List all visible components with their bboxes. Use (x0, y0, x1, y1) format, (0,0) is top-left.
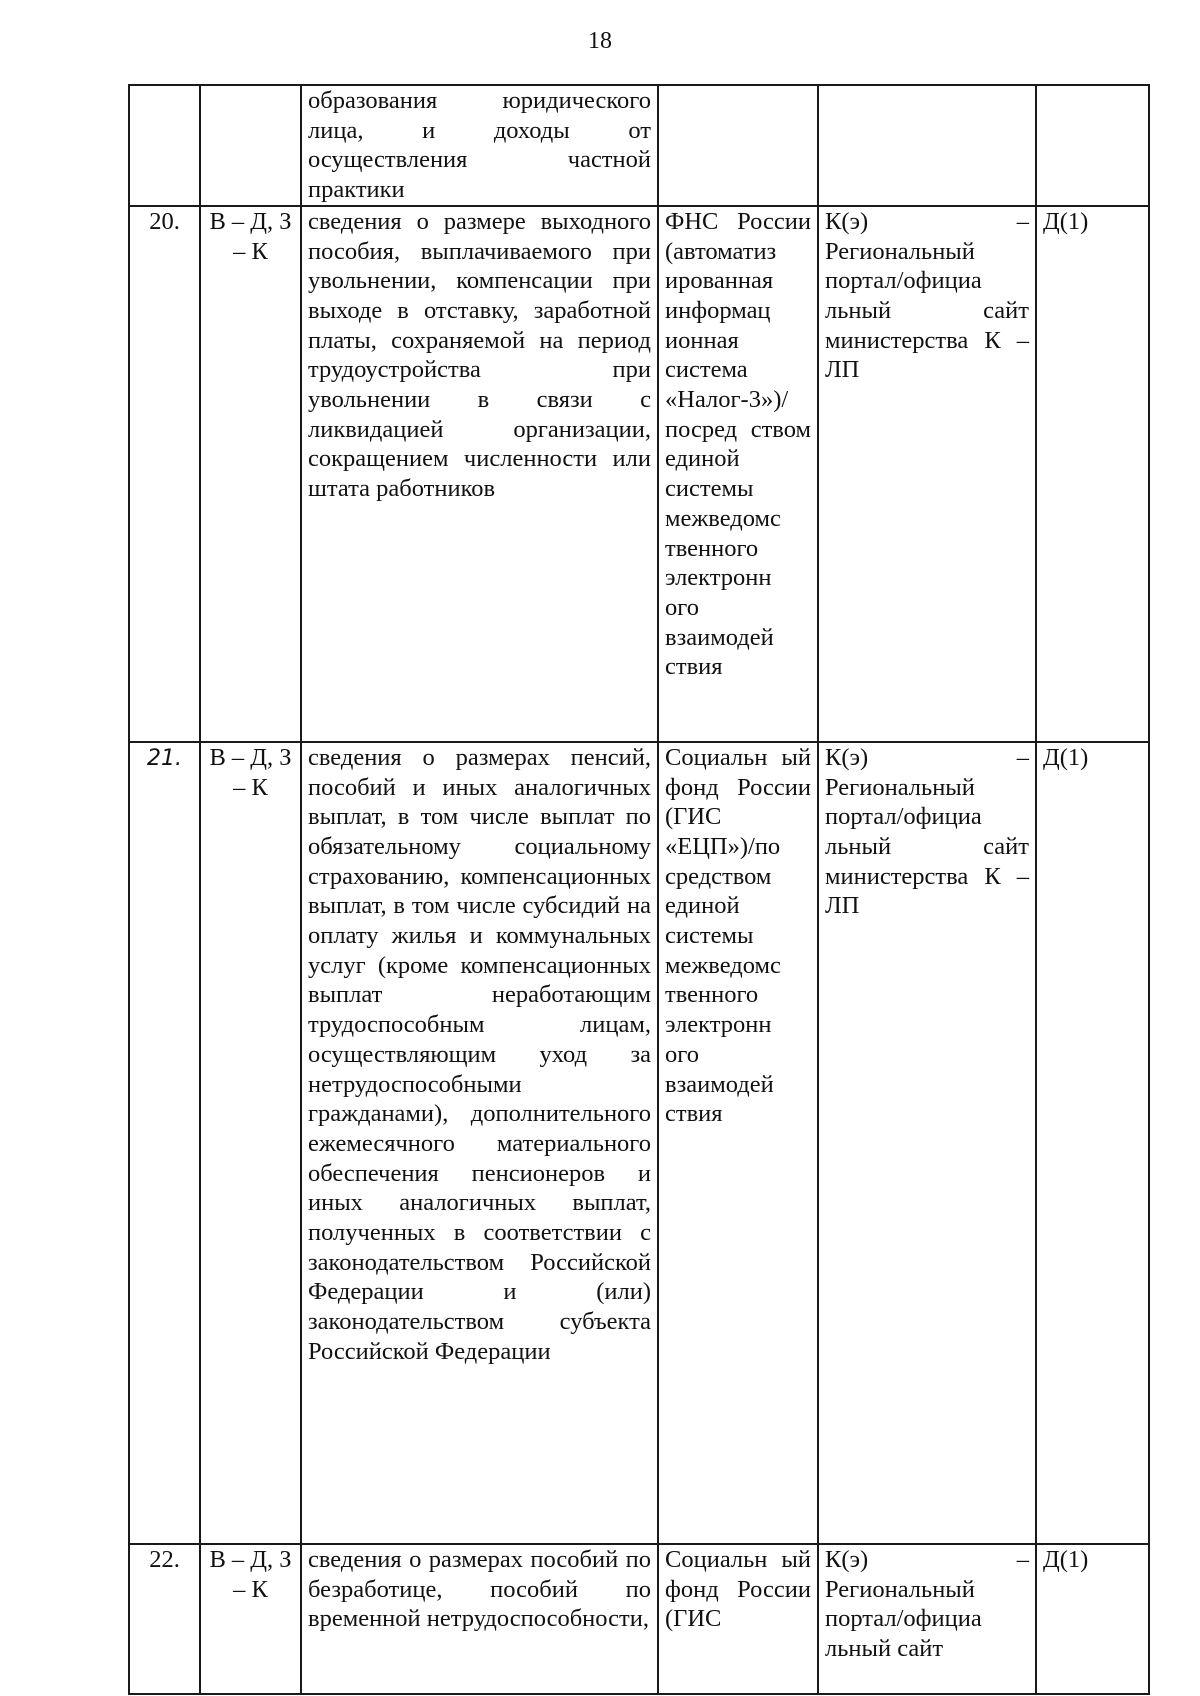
row-source-cell: ФНС России (автоматиз ированная информац ионная система «Налог-3»)/посред ством единой системы межведомс твенного электронн ого взаимодей ствия (658, 206, 818, 742)
row-type-cell: В – Д, З – К (200, 742, 301, 1544)
row-type-cell: В – Д, З – К (200, 206, 301, 742)
table-row (129, 85, 1149, 206)
page-number: 18 (588, 28, 612, 54)
row-info-cell: образования юридического лица, и доходы от осуществления частной практики (301, 85, 658, 206)
row-type-cell (200, 85, 301, 206)
row-type-cell: В – Д, З – К (200, 1544, 301, 1694)
row-number-cell: 22. (129, 1544, 200, 1694)
row-info-cell: сведения о размерах пособий по безработице, пособий по временной нетрудоспособности, (301, 1544, 658, 1694)
row-form-cell: К(э) – Региональный портал/официа льный сайт министерства К – ЛП (818, 742, 1036, 1544)
row-result-cell (1036, 85, 1149, 206)
row-form-cell (818, 85, 1036, 206)
document-table (128, 84, 1150, 1695)
row-result-cell: Д(1) (1036, 742, 1149, 1544)
row-source-cell (658, 85, 818, 206)
row-number-cell (129, 85, 200, 206)
row-number-cell: 20. (129, 206, 200, 742)
table-row (129, 742, 1149, 1544)
row-source-cell: Социальн ый фонд России (ГИС (658, 1544, 818, 1694)
row-source-cell: Социальн ый фонд России (ГИС «ЕЦП»)/по средством единой системы межведомс твенного электронн ого взаимодей ствия (658, 742, 818, 1544)
row-info-cell: сведения о размере выходного пособия, выплачиваемого при увольнении, компенсации при выходе в отставку, заработной платы, сохраняемой на период трудоустройства при увольнении в связи с ликвидацией организации, сокращением численности или штата работников (301, 206, 658, 742)
row-result-cell: Д(1) (1036, 1544, 1149, 1694)
table-row (129, 1544, 1149, 1694)
row-info-cell: сведения о размерах пенсий, пособий и иных аналогичных выплат, в том числе выплат по обязательному социальному страхованию, компенсационных выплат, в том числе субсидий на оплату жилья и коммунальных услуг (кроме компенсационных выплат неработающим трудоспособным лицам, осуществляющим уход за нетрудоспособными гражданами), дополнительного ежемесячного материального обеспечения пенсионеров и иных аналогичных выплат, полученных в соответствии с законодательством Российской Федерации и (или) законодательством субъекта Российской Федерации (301, 742, 658, 1544)
row-number-cell (129, 742, 200, 1544)
row-form-cell: К(э) – Региональный портал/официа льный сайт (818, 1544, 1036, 1694)
handwritten-row-number: 21. (147, 745, 182, 771)
row-form-cell: К(э) – Региональный портал/официа льный сайт министерства К – ЛП (818, 206, 1036, 742)
table-row (129, 206, 1149, 742)
row-result-cell: Д(1) (1036, 206, 1149, 742)
